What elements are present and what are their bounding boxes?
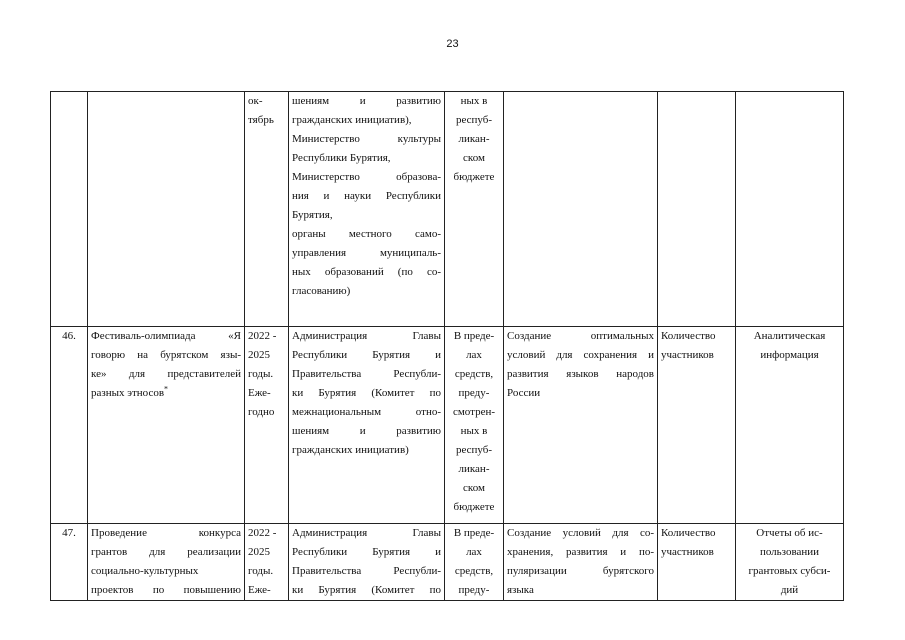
cell-line-text: разных этносов (91, 387, 165, 399)
cell-line-text: Министерство культуры (292, 133, 441, 145)
cell-report (736, 327, 844, 524)
cell-line: лах (466, 349, 482, 361)
cell-line (292, 327, 441, 346)
cell-funding (445, 92, 504, 327)
cell-report (736, 92, 844, 327)
cell-line-text: Министерство образова- (292, 171, 441, 183)
cell-responsible (289, 524, 445, 601)
cell-line: Количество (661, 527, 716, 539)
cell-line-text: ки Бурятия (Комитет по (292, 387, 441, 399)
cell-line-text: Республики Бурятия, (292, 152, 391, 164)
cell-result (504, 327, 658, 524)
cell-report (736, 524, 844, 601)
cell-indicator (658, 524, 736, 601)
cell-line (507, 346, 654, 365)
cell-line-text: Администрация Главы (292, 330, 441, 342)
cell-line-text: гражданских инициатив) (292, 444, 409, 456)
cell-line (91, 365, 241, 384)
cell-line-text: пуляризации бурятского (507, 565, 654, 577)
cell-line: преду- (458, 584, 490, 596)
cell-line (292, 168, 441, 187)
cell-line (292, 149, 441, 168)
cell-line: тябрь (248, 114, 274, 126)
cell-line (292, 562, 441, 581)
cell-line (292, 206, 441, 225)
cell-line (292, 384, 441, 403)
cell-line: преду- (458, 387, 490, 399)
cell-funding (445, 327, 504, 524)
cell-line (292, 346, 441, 365)
cell-line-text: хранения, развития и по- (507, 546, 654, 558)
cell-line-text: шениям и развитию (292, 95, 441, 107)
cell-dates (245, 524, 289, 601)
cell-line (292, 244, 441, 263)
cell-line: информация (760, 349, 819, 361)
cell-line-text: грантов для реализации (91, 546, 241, 558)
cell-line (292, 225, 441, 244)
cell-line (292, 130, 441, 149)
cell-funding (445, 524, 504, 601)
cell-line: участников (661, 546, 714, 558)
cell-line: 2022 - (248, 330, 277, 342)
page-number: 23 (446, 38, 459, 50)
table-row (51, 524, 844, 601)
cell-line-text: развития языков народов (507, 368, 654, 380)
cell-number: 46. (51, 327, 88, 524)
cell-line-text: России (507, 387, 541, 399)
cell-event (88, 92, 245, 327)
cell-line: годы. (248, 565, 274, 577)
cell-result (504, 92, 658, 327)
cell-line: бюджете (453, 171, 495, 183)
cell-line: В преде- (453, 330, 495, 342)
cell-line (507, 581, 654, 600)
cell-line-text: Бурятия, (292, 209, 333, 221)
cell-indicator (658, 327, 736, 524)
cell-line: ок- (248, 95, 263, 107)
cell-line-text: Правительства Республи- (292, 565, 441, 577)
cell-line: Еже- (248, 584, 271, 596)
cell-event (88, 524, 245, 601)
cell-line (91, 384, 241, 403)
cell-line (507, 524, 654, 543)
cell-line (292, 187, 441, 206)
cell-line-text: шениям и развитию (292, 425, 441, 437)
cell-line (292, 92, 441, 111)
cell-line: дий (780, 584, 799, 596)
cell-line (292, 282, 441, 301)
cell-line (507, 365, 654, 384)
cell-line: годно (248, 406, 275, 418)
cell-event (88, 327, 245, 524)
cell-line: пользовании (759, 546, 820, 558)
cell-line: ликан- (458, 133, 490, 145)
cell-line (292, 365, 441, 384)
cell-line: ском (463, 152, 485, 164)
measures-table (50, 91, 844, 601)
cell-number: 47. (51, 524, 88, 601)
cell-line-text: гражданских инициатив), (292, 114, 412, 126)
cell-line-text: гласованию) (292, 285, 351, 297)
cell-line-text: ки Бурятия (Комитет по (292, 584, 441, 596)
cell-line (292, 581, 441, 600)
cell-line-text: ных образований (по со- (292, 266, 441, 278)
cell-line-text: ке» для представителей (91, 368, 241, 380)
cell-line (292, 403, 441, 422)
cell-line (292, 524, 441, 543)
cell-line (292, 441, 441, 460)
table-row (51, 92, 844, 327)
cell-line-text: Фестиваль-олимпиада «Я (91, 330, 241, 342)
cell-responsible (289, 327, 445, 524)
cell-line-text: органы местного само- (292, 228, 441, 240)
cell-line-text: ния и науки Республики (292, 190, 441, 202)
cell-line (292, 422, 441, 441)
cell-line (507, 543, 654, 562)
footnote-mark: * (164, 384, 169, 394)
cell-line (91, 581, 241, 600)
cell-line (507, 327, 654, 346)
cell-line-text: языка (507, 584, 534, 596)
cell-line (91, 524, 241, 543)
cell-line: ных в (460, 425, 488, 437)
cell-line: респуб- (455, 114, 493, 126)
cell-line: респуб- (455, 444, 493, 456)
cell-line: Отчеты об ис- (756, 527, 823, 539)
cell-line-text: Администрация Главы (292, 527, 441, 539)
cell-line: участников (661, 349, 714, 361)
table-row (51, 327, 844, 524)
cell-line (507, 384, 654, 403)
cell-line-text: Создание условий для со- (507, 527, 654, 539)
cell-line (507, 562, 654, 581)
cell-line-text: говорю на бурятском язы- (91, 349, 241, 361)
cell-line (292, 111, 441, 130)
cell-line: 2022 - (248, 527, 277, 539)
cell-line-text: Проведение конкурса (91, 527, 241, 539)
cell-line: смотрен- (452, 406, 496, 418)
cell-line (91, 543, 241, 562)
cell-line: лах (466, 546, 482, 558)
cell-line: грантовых субси- (748, 565, 831, 577)
cell-number (51, 92, 88, 327)
cell-line: 2025 (248, 546, 270, 558)
cell-line: ликан- (458, 463, 490, 475)
cell-line (292, 263, 441, 282)
cell-line: бюджете (453, 501, 495, 513)
cell-line: ных в (460, 95, 488, 107)
cell-line: годы. (248, 368, 274, 380)
cell-line (91, 346, 241, 365)
cell-line: Аналитическая (753, 330, 826, 342)
cell-line: средств, (454, 368, 494, 380)
cell-line-text: условий для сохранения и (507, 349, 654, 361)
cell-dates (245, 92, 289, 327)
cell-line: средств, (454, 565, 494, 577)
cell-line-text: Республики Бурятия и (292, 349, 441, 361)
cell-dates (245, 327, 289, 524)
cell-line: Еже- (248, 387, 271, 399)
cell-line-text: межнациональным отно- (292, 406, 441, 418)
cell-line (91, 327, 241, 346)
cell-line: 2025 (248, 349, 270, 361)
cell-line: Количество (661, 330, 716, 342)
cell-line-text: Республики Бурятия и (292, 546, 441, 558)
cell-line-text: социально-культурных (91, 565, 199, 577)
cell-line: ском (463, 482, 485, 494)
cell-line-text: Создание оптимальных (507, 330, 654, 342)
cell-indicator (658, 92, 736, 327)
cell-line-text: Правительства Республи- (292, 368, 441, 380)
cell-result (504, 524, 658, 601)
cell-line-text: управления муниципаль- (292, 247, 441, 259)
cell-line-text: проектов по повышению (91, 584, 241, 596)
cell-line: В преде- (453, 527, 495, 539)
cell-line (91, 562, 241, 581)
cell-responsible (289, 92, 445, 327)
cell-line (292, 543, 441, 562)
